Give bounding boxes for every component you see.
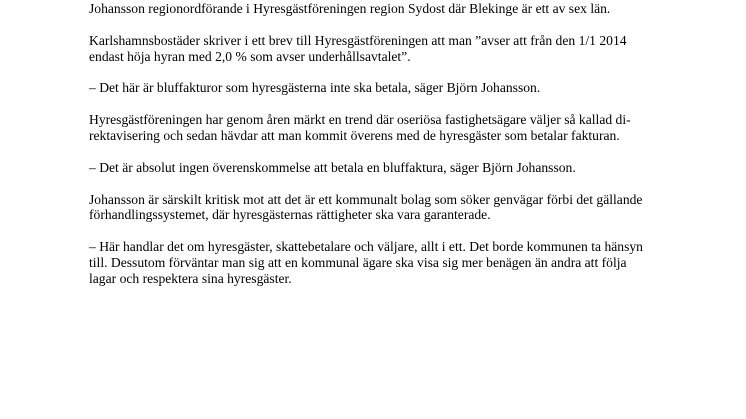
article-body [89,1,669,303]
paragraph-intro: Johansson regionordförande i Hyresgästföreningen region Sydost där Blekinge är ett av sex län. [89,1,611,16]
paragraph-quote-bluff: – Det här är bluffakturor som hyresgästerna inte ska betala, säger Björn Johansson. [89,80,541,96]
paragraph-letter: Karlshamnsbostäder skriver i ett brev till Hyresgästföreningen att man ”avser att från den 1/1 2014 endast höja hyran med 2,0 % som avser underhållsavtalet”. [89,32,627,64]
paragraph-quote-agreement: – Det är absolut ingen överenskommelse att betala en bluffaktura, säger Björn Johansson. [89,159,576,175]
paragraph-criticism: Johansson är särskilt kritisk mot att det är ett kommunalt bolag som söker genvägar förbi det gällande förhandlingssystemet, där hyresgästernas rättigheter ska vara garanterade. [89,191,643,223]
paragraph-trend: Hyresgästföreningen har genom åren märkt en trend där oseriösa fastighetsägare väljer så kallad di- rektavisering och sedan hävdar att man kommit överens med de hyresgäster som betalar fakturan. [89,112,631,143]
paragraph-quote-taxpayers: – Här handlar det om hyresgäster, skattebetalare och väljare, allt i ett. Det borde kommunen ta hänsyn till. Dessutom förväntar man sig att en kommunal ägare ska visa sig mer benägen än andra att följa lagar och respektera sina hyresgäster. [89,239,643,286]
